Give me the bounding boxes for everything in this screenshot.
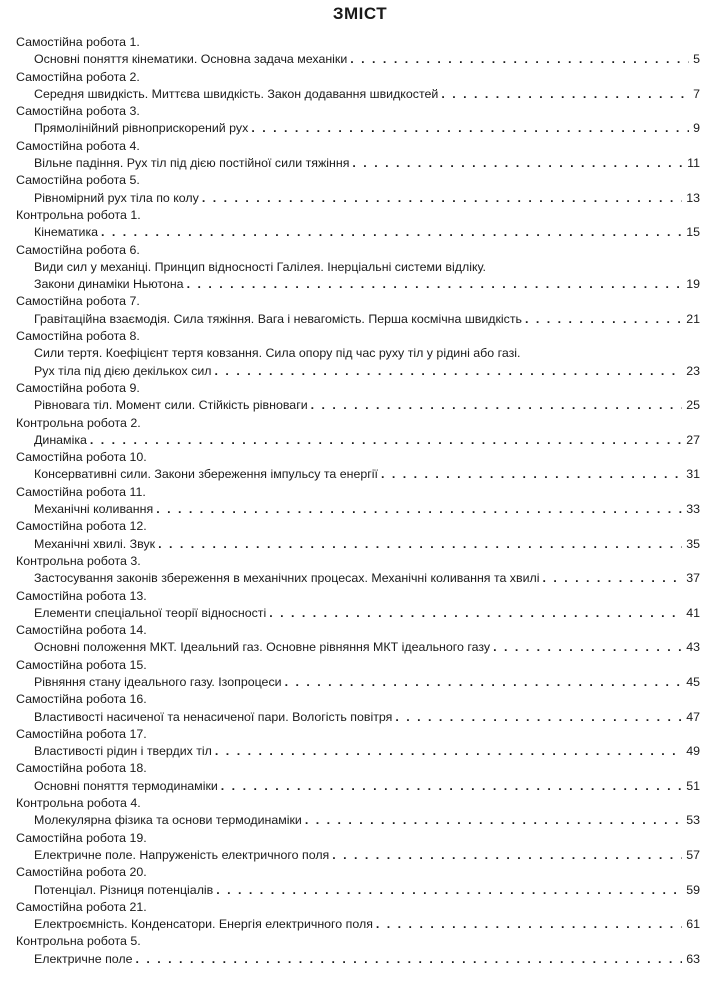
toc-entry [16,449,700,484]
dot-leader [269,605,682,622]
dot-leader [156,501,682,518]
toc-entry-title-line: Властивості насиченої та ненасиченої пари. Вологість повітря [34,709,393,724]
toc-entry-title-line: Консервативні сили. Закони збереження імпульсу та енергії [34,467,378,482]
toc-entry [16,293,700,328]
toc-entry-heading: Самостійна робота 21. [16,899,147,914]
toc-entry [16,726,700,761]
toc-entry-title-line: Електричне поле [34,951,133,966]
page-number: 59 [686,882,700,897]
toc-entry-heading: Самостійна робота 16. [16,692,147,707]
toc-entry-title-line: Електроємність. Конденсатори. Енергія електричного поля [34,917,373,932]
toc-entry-title-row [34,882,700,899]
page-number: 13 [686,190,700,205]
toc-entry-title-line: Рівновага тіл. Момент сили. Стійкість рівноваги [34,398,308,413]
page-number: 19 [686,277,700,292]
toc-entry-title-line: Види сил у механіці. Принцип відносності Галілея. Інерціальні системи відліку. [34,259,486,274]
toc-entry [16,69,700,104]
page-number: 7 [693,86,700,101]
toc-entry [16,380,700,415]
toc-entry-title-row [34,276,700,293]
toc-entry-title-row [34,743,700,760]
toc-entry [16,103,700,138]
toc-entry-title-row [34,363,700,380]
dot-leader [215,363,683,380]
toc-entry [16,760,700,795]
dot-leader [215,743,682,760]
dot-leader [381,466,682,483]
dot-leader [525,311,682,328]
toc-entry-title-line: Основні положення МКТ. Ідеальний газ. Основне рівняння МКТ ідеального газу [34,640,491,655]
page-number: 33 [686,502,700,517]
toc-entry-heading: Самостійна робота 7. [16,294,140,309]
table-of-contents [16,34,700,968]
toc-entry [16,172,700,207]
toc-entry-title-row [34,432,700,449]
toc-entry-title-row [34,709,700,726]
toc-entry [16,691,700,726]
toc-entry [16,415,700,450]
toc-entry-title-row [34,951,700,968]
toc-entry-title-row [34,86,700,103]
page-number: 37 [686,571,700,586]
page-number: 31 [686,467,700,482]
toc-entry-title-row [34,51,700,68]
toc-entry-title-line: Механічні коливання [34,502,154,517]
toc-entry-title-line: Рівномірний рух тіла по колу [34,190,199,205]
dot-leader [187,276,683,293]
toc-entry [16,138,700,173]
page-number: 57 [686,847,700,862]
toc-entry [16,518,700,553]
page-number: 15 [686,225,700,240]
toc-entry [16,933,700,968]
dot-leader [543,570,683,587]
dot-leader [158,536,682,553]
toc-entry-title-row [34,674,700,691]
toc-entry-title-line: Закони динаміки Ньютона [34,277,184,292]
dot-leader [251,120,689,137]
page-number: 53 [686,813,700,828]
page-number: 5 [693,52,700,67]
toc-entry-title-line: Основні поняття термодинаміки [34,778,218,793]
toc-entry-title-line: Застосування законів збереження в механічних процесах. Механічні коливання та хвилі [34,571,540,586]
dot-leader [305,812,682,829]
toc-entry-heading: Самостійна робота 1. [16,35,140,49]
toc-entry-title-row [34,397,700,414]
dot-leader [101,224,682,241]
toc-entry-title-row [34,501,700,518]
toc-entry-title-line: Кінематика [34,225,99,240]
toc-entry-title-line: Рух тіла під дією декількох сил [34,363,212,378]
page-number: 9 [693,121,700,136]
page-number: 25 [686,398,700,413]
toc-entry-heading: Самостійна робота 19. [16,830,147,845]
toc-entry [16,864,700,899]
toc-entry-title-line: Потенціал. Різниця потенціалів [34,882,214,897]
toc-entry-heading: Самостійна робота 8. [16,329,140,344]
page-number: 63 [686,951,700,966]
dot-leader [350,51,689,68]
toc-entry-title-line: Властивості рідин і твердих тіл [34,744,212,759]
toc-entry-heading: Самостійна робота 6. [16,242,140,257]
page-number: 27 [686,432,700,447]
toc-entry [16,553,700,588]
toc-entry-title-row [34,311,700,328]
toc-entry-heading: Самостійна робота 3. [16,104,140,119]
toc-entry-title-line: Прямолінійний рівноприскорений рух [34,121,249,136]
page-number: 11 [687,156,700,171]
toc-entry-heading: Самостійна робота 20. [16,865,147,880]
toc-entry-title-row [34,847,700,864]
toc-entry-heading: Самостійна робота 10. [16,450,147,465]
toc-entry-heading: Контрольна робота 3. [16,553,141,568]
toc-entry-heading: Самостійна робота 17. [16,726,147,741]
dot-leader [136,951,683,968]
toc-entry-heading: Самостійна робота 11. [16,484,146,499]
toc-entry-heading: Контрольна робота 4. [16,796,141,811]
toc-entry-heading: Контрольна робота 2. [16,415,141,430]
toc-entry [16,207,700,242]
dot-leader [376,916,682,933]
dot-leader [311,397,683,414]
page-number: 51 [686,778,700,793]
toc-entry-heading: Самостійна робота 13. [16,588,147,603]
toc-entry-heading: Самостійна робота 15. [16,657,147,672]
page-number: 21 [686,311,700,326]
page-title: ЗМІСТ [332,4,388,23]
toc-entry-title-row [34,570,700,587]
dot-leader [202,190,682,207]
dot-leader [493,639,682,656]
toc-entry-heading: Самостійна робота 14. [16,623,147,638]
toc-entry [16,657,700,692]
toc-entry-title-row [34,605,700,622]
toc-entry-title-row [34,155,700,172]
toc-entry-title-line: Електричне поле. Напруженість електричного поля [34,847,330,862]
toc-entry [16,830,700,865]
dot-leader [332,847,682,864]
toc-entry-title-line: Гравітаційна взаємодія. Сила тяжіння. Вага і невагомість. Перша космічна швидкість [34,311,523,326]
toc-entry-heading: Контрольна робота 5. [16,934,141,949]
toc-entry [16,242,700,294]
toc-entry-title-row [34,466,700,483]
page-number: 45 [686,674,700,689]
toc-entry-title-row [34,639,700,656]
toc-entry-title-line: Молекулярна фізика та основи термодинаміки [34,813,302,828]
toc-entry-title-line: Основні поняття кінематики. Основна задача механіки [34,52,348,67]
dot-leader [285,674,683,691]
toc-entry-title-row [34,778,700,795]
toc-entry-title-line: Середня швидкість. Миттєва швидкість. Закон додавання швидкостей [34,86,439,101]
dot-leader [90,432,682,449]
toc-entry [16,899,700,934]
toc-entry-title-row [34,536,700,553]
toc-entry [16,795,700,830]
toc-entry-heading: Самостійна робота 2. [16,69,140,84]
dot-leader [441,86,689,103]
toc-entry-title-line: Елементи спеціальної теорії відносності [34,605,267,620]
toc-entry-heading: Самостійна робота 12. [16,519,147,534]
toc-entry-heading: Самостійна робота 5. [16,173,140,188]
toc-entry-title-line: Сили тертя. Коефіцієнт тертя ковзання. Сила опору під час руху тіл у рідині або газі. [34,346,521,361]
toc-entry-heading: Самостійна робота 18. [16,761,147,776]
page-number: 23 [686,363,700,378]
toc-entry [16,484,700,519]
toc-entry [16,328,700,380]
dot-leader [352,155,683,172]
toc-entry-heading: Самостійна робота 4. [16,138,140,153]
toc-entry-heading: Самостійна робота 9. [16,380,140,395]
dot-leader [221,778,682,795]
toc-entry-title-row [34,916,700,933]
toc-entry-title-row [34,190,700,207]
dot-leader [395,709,682,726]
toc-entry [16,622,700,657]
toc-entry [16,588,700,623]
toc-entry-heading: Контрольна робота 1. [16,207,141,222]
page-number: 47 [686,709,700,724]
page-number: 49 [686,744,700,759]
toc-entry-title-line: Динаміка [34,432,87,447]
dot-leader [216,882,682,899]
page-number: 41 [686,605,700,620]
toc-entry-title-row [34,812,700,829]
toc-entry-title-row [34,120,700,137]
toc-entry [16,34,700,69]
toc-entry-title-row [34,224,700,241]
toc-entry-title-line: Рівняння стану ідеального газу. Ізопроцеси [34,674,282,689]
page-number: 35 [686,536,700,551]
toc-entry-title-line: Механічні хвилі. Звук [34,536,156,551]
page-number: 43 [686,640,700,655]
toc-entry-title-line: Вільне падіння. Рух тіл під дією постійної сили тяжіння [34,156,350,171]
page-number: 61 [686,917,700,932]
